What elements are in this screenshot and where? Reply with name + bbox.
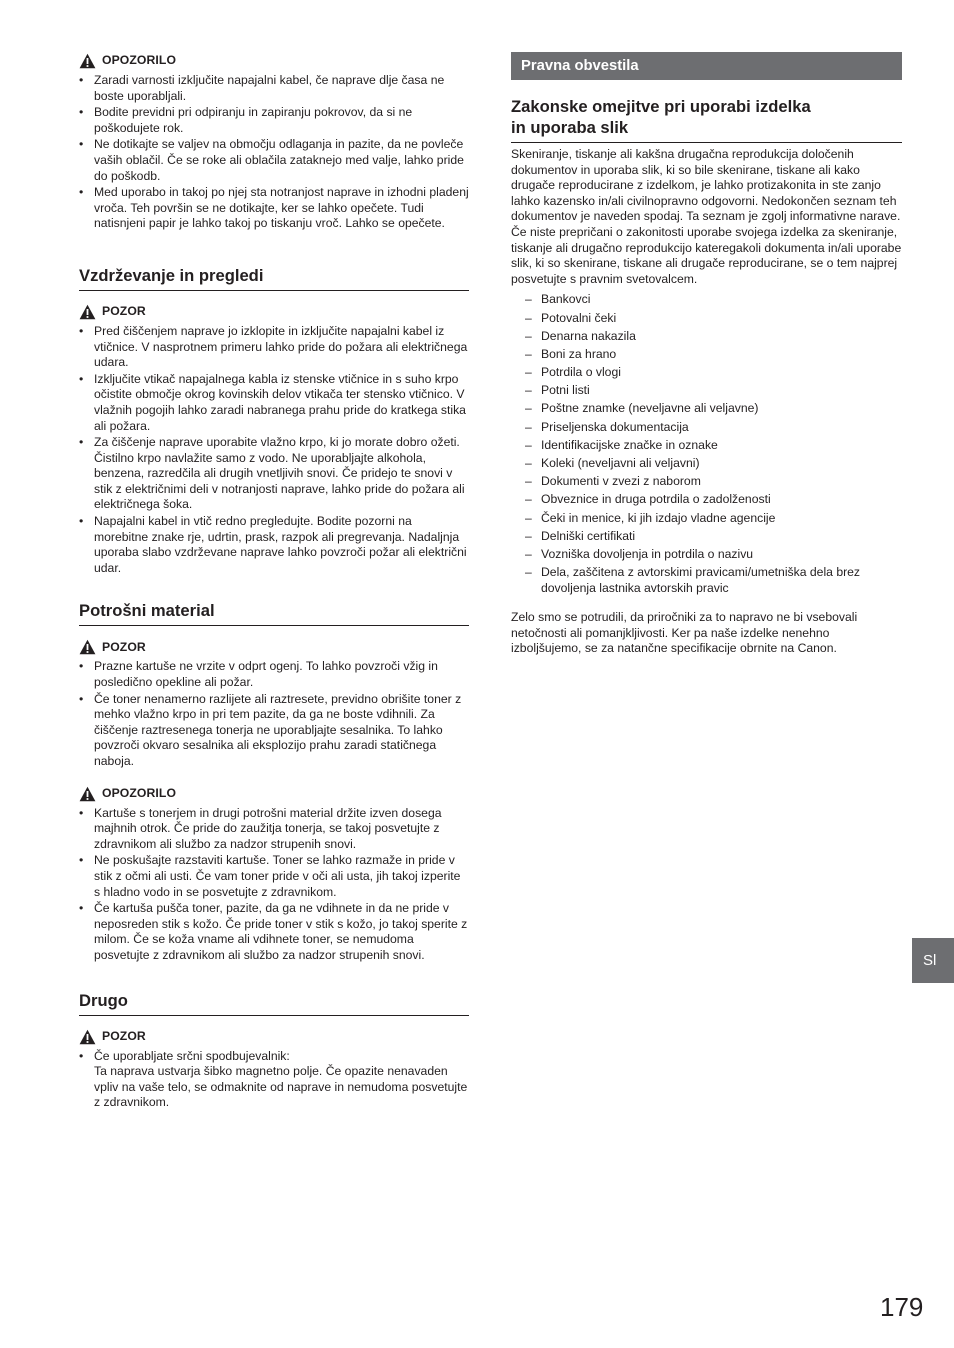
caution-list — [79, 324, 469, 577]
list-item: – Koleki (neveljavni ali veljavni) — [511, 456, 902, 472]
section-banner: Pravna obvestila — [511, 52, 902, 80]
caution-heading — [79, 303, 469, 321]
subsection-title — [511, 96, 902, 143]
caution-heading — [79, 638, 469, 656]
list-item: • Ne poskušajte razstaviti kartuše. Toner se lahko razmaže in pride v stik z očmi ali usti. Če vam toner pride v oči ali usta, jih takoj izperite s hladno vodo in se posvetujte z zdravnikom. — [79, 853, 469, 900]
warning-triangle-icon — [79, 304, 96, 320]
caution-list — [79, 659, 469, 769]
list-item: • Zaradi varnosti izključite napajalni kabel, če naprave dlje časa ne boste uporabljali. — [79, 73, 469, 104]
section-title-other: Drugo — [79, 991, 469, 1016]
warning-heading — [79, 52, 469, 70]
intro-paragraph: Skeniranje, tiskanje ali kakšna drugačna reprodukcija določenih dokumentov in uporaba slik, ki so bile skenirane, tiskane ali kako drugače reproducirane z izdelkom, je lahko protizakonita in ste zanjo lahko kazensko in/ali civilnopravno odgovorni. Nedokončen seznam teh dokumentov je naveden spodaj. Ta seznam je zgolj informativne narave. Če niste prepričani o zakonitosti uporabe svojega izdelka za skeniranje, tiskanje ali drugačno reprodukcijo kateregakoli dokumenta in/ali uporabe slik, ki so skenirane, tiskane ali drugače reproducirane, se o tem najprej posvetujte s pravnim svetovalcem. — [511, 147, 902, 286]
warning-list — [79, 806, 469, 964]
subsection-title-line2: in uporaba slik — [511, 118, 629, 137]
closing-paragraph: Zelo smo se potrudili, da priročniki za to napravo ne bi vsebovali netočnosti ali pomanjkljivosti. Ker pa naše izdelke nenehno izboljšujemo, se za natančne specifikacije obrnite na Canon. — [511, 609, 858, 656]
list-item: • Ne dotikajte se valjev na območju odlaganja in pazite, da ne povleče vaših oblačil. Če se roke ali oblačila zataknejo med valje, lahko pride do poškodb. — [79, 137, 469, 184]
caution-heading — [79, 1028, 469, 1046]
warning-label: OPOZORILO — [102, 785, 177, 800]
section-title-consumables: Potrošni material — [79, 601, 469, 626]
caution-list — [79, 1049, 469, 1111]
list-item: – Denarna nakazila — [511, 329, 902, 345]
warning-triangle-icon — [79, 786, 96, 802]
list-item: – Dokumenti v zvezi z naborom — [511, 474, 902, 490]
subsection-title-line1: Zakonske omejitve pri uporabi izdelka — [511, 97, 811, 116]
list-item: – Boni za hrano — [511, 347, 902, 363]
list-item: – Dela, zaščitena z avtorskimi pravicami/umetniška dela brez dovoljenja lastnika avtorskih pravic — [511, 565, 902, 596]
list-item: • Izključite vtikač napajalnega kabla iz stenske vtičnice in s suho krpo očistite območje okrog kovinskih delov vtikača ter stensko vtičnico. V vlažnih pogojih lahko zaradi nabranega prahu pride do kratkega stika ali požara. — [79, 372, 469, 434]
list-item: – Poštne znamke (neveljavne ali veljavne) — [511, 401, 902, 417]
section-title-maintenance: Vzdrževanje in pregledi — [79, 266, 469, 291]
list-item: – Priseljenska dokumentacija — [511, 420, 902, 436]
warning-triangle-icon — [79, 1029, 96, 1045]
list-item: • Če toner nenamerno razlijete ali raztresete, previdno obrišite toner z mehko vlažno krpo in pri tem pazite, da ga ne boste vdihnili. Za čiščenje raztresenega tonerja ne uporabljajte sesalnika. To lahko povzroči okvaro sesalnika ali eksplozijo prahu zaradi statičnega naboja. — [79, 692, 469, 770]
warning-triangle-icon — [79, 53, 96, 69]
language-tab: Sl — [912, 938, 954, 983]
list-item: – Bankovci — [511, 292, 902, 308]
right-column — [511, 52, 902, 657]
list-item: • Če uporabljate srčni spodbujevalnik: Ta naprava ustvarja šibko magnetno polje. Če opazite nenavaden vpliv na vaše telo, se odmaknite od naprave in nemudoma posvetujte z zdravnikom. — [79, 1049, 469, 1111]
page-number: 179 — [880, 1292, 924, 1322]
list-item: • Za čiščenje naprave uporabite vlažno krpo, ki jo morate dobro ožeti. Čistilno krpo navlažite samo z vodo. Ne uporabljajte alkohola, benzena, razredčila ali drugih vnetljivih snovi. Če pridejo te snovi v stik z električnimi deli v notranjosti naprave, lahko pride do požara ali električnega šoka. — [79, 435, 469, 513]
warning-heading — [79, 785, 469, 803]
list-item: • Napajalni kabel in vtič redno pregledujte. Bodite pozorni na morebitne znake rje, udrtin, prask, razpok ali pregrevanja. Nadaljnja uporaba slabo vzdrževane naprave lahko povzroči požar ali električni udar. — [79, 514, 469, 576]
list-item: – Potovalni čeki — [511, 311, 902, 327]
list-item: • Če kartuša pušča toner, pazite, da ga ne vdihnete in da ne pride v neposreden stik s kožo. Če pride toner v stik s kožo, jo takoj sperite z milom. Če se koža vname ali vdihnete toner, se nemudoma posvetujte z zdravnikom ali službo za nadzor strupenih snovi. — [79, 901, 469, 963]
list-item: – Obveznice in druga potrdila o zadolženosti — [511, 492, 902, 508]
list-item: – Čeki in menice, ki jih izdajo vladne agencije — [511, 511, 902, 527]
list-item: • Bodite previdni pri odpiranju in zapiranju pokrovov, da si ne poškodujete rok. — [79, 105, 469, 136]
list-item: – Potni listi — [511, 383, 902, 399]
document-list — [511, 292, 902, 596]
warning-list — [79, 73, 469, 232]
list-item: – Vozniška dovoljenja in potrdila o nazivu — [511, 547, 902, 563]
left-column — [79, 52, 469, 1112]
caution-label: POZOR — [102, 304, 146, 319]
list-item: – Potrdila o vlogi — [511, 365, 902, 381]
warning-label: OPOZORILO — [102, 53, 177, 68]
list-item: • Prazne kartuše ne vrzite v odprt ogenj. To lahko povzroči vžig in posledično opekline ali požar. — [79, 659, 469, 690]
list-item: • Med uporabo in takoj po njej sta notranjost naprave in izhodni pladenj vroča. Teh površin se ne dotikajte, ker se lahko opečete. Tudi natisnjeni papir je lahko takoj po tiskanju vroč. Lahko se opečete. — [79, 185, 469, 232]
warning-triangle-icon — [79, 639, 96, 655]
list-item: – Identifikacijske značke in oznake — [511, 438, 902, 454]
list-item: • Kartuše s tonerjem in drugi potrošni material držite izven dosega majhnih otrok. Če pride do zaužitja tonerja, se takoj posvetujte z zdravnikom ali službo za nadzor strupenih snovi. — [79, 806, 469, 853]
list-item: – Delniški certifikati — [511, 529, 902, 545]
caution-label: POZOR — [102, 639, 146, 654]
list-item: • Pred čiščenjem naprave jo izklopite in izključite napajalni kabel iz vtičnice. V nasprotnem primeru lahko pride do požara ali električnega udara. — [79, 324, 469, 371]
caution-label: POZOR — [102, 1028, 146, 1043]
